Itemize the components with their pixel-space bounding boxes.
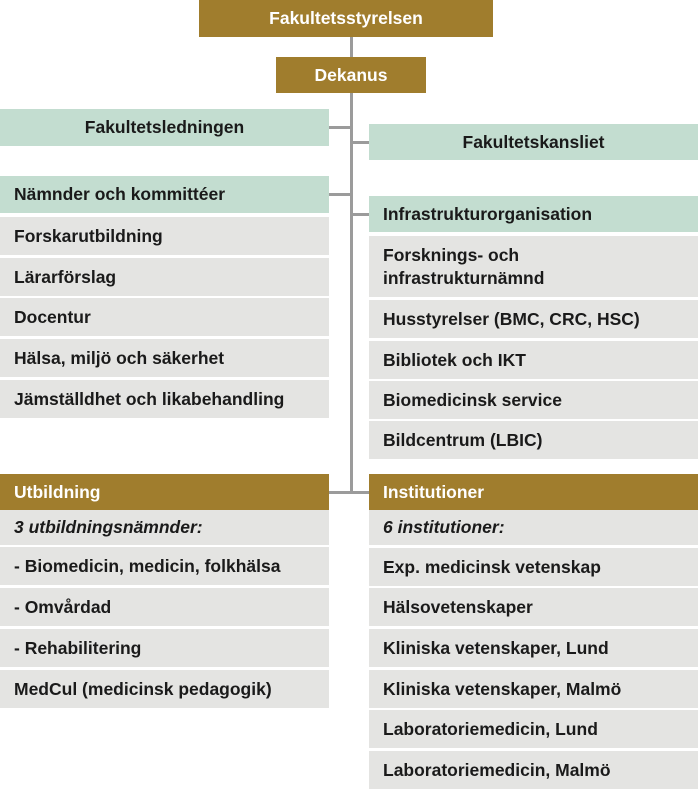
inst-intro: [369, 510, 698, 545]
institution-item: [369, 588, 698, 626]
education-item: [0, 629, 329, 667]
institution-label: Hälsovetenskaper: [383, 596, 533, 617]
institution-label: Kliniska vetenskaper, Lund: [383, 637, 609, 658]
connector-left-committees: [329, 193, 351, 196]
institution-item: [369, 670, 698, 708]
institution-item: [369, 629, 698, 667]
committee-label: Jämställdhet och likabehandling: [14, 388, 285, 409]
committee-item: [0, 217, 329, 255]
connector-left-education: [329, 491, 351, 494]
leadership-label: Fakultetsledningen: [84, 117, 245, 137]
infra-label: Forsknings- och infrastrukturnämnd: [383, 244, 545, 288]
institution-label: Laboratoriemedicin, Malmö: [383, 759, 611, 780]
connector-right-inst: [352, 491, 370, 494]
education-intro-label: 3 utbildningsnämnder:: [14, 517, 203, 537]
connector-right-infra: [352, 213, 370, 216]
committee-item: [0, 339, 329, 377]
education-intro: [0, 510, 329, 545]
education-item: [0, 588, 329, 626]
education-label: - Omvårdad: [14, 596, 112, 617]
institution-label: Laboratoriemedicin, Lund: [383, 718, 598, 739]
infra-item: [369, 421, 698, 459]
connector-left-leadership: [329, 126, 351, 129]
infra-item: [369, 381, 698, 419]
committees-header: [0, 176, 329, 213]
committee-item: [0, 298, 329, 336]
education-header-label: Utbildning: [14, 481, 101, 502]
committees-header-label: Nämnder och kommittéer: [14, 184, 226, 204]
infra-header-label: Infrastrukturorganisation: [383, 203, 593, 224]
infra-label: Bibliotek och IKT: [383, 349, 526, 370]
institution-label: Exp. medicinsk vetenskap: [383, 556, 601, 577]
leadership-box: [0, 109, 329, 146]
infra-header: [369, 196, 698, 232]
infra-label: Biomedicinsk service: [383, 389, 562, 410]
committee-label: Docentur: [14, 306, 91, 327]
education-item: [0, 547, 329, 585]
infra-item: [369, 236, 698, 297]
education-header: [0, 474, 329, 510]
education-label: - Biomedicin, medicin, folkhälsa: [14, 555, 281, 576]
institution-label: Kliniska vetenskaper, Malmö: [383, 678, 622, 699]
connector-top: [350, 37, 353, 57]
inst-intro-label: 6 institutioner:: [383, 517, 505, 537]
education-label: MedCul (medicinsk pedagogik): [14, 678, 272, 699]
committee-label: Forskarutbildning: [14, 225, 163, 246]
education-item: [0, 670, 329, 708]
institution-item: [369, 548, 698, 586]
connector-trunk: [350, 93, 353, 494]
committee-label: Hälsa, miljö och säkerhet: [14, 347, 225, 368]
infra-item: [369, 341, 698, 379]
institution-item: [369, 710, 698, 748]
infra-item: [369, 300, 698, 338]
office-box: [369, 124, 698, 160]
infra-label: Husstyrelser (BMC, CRC, HSC): [383, 308, 640, 329]
committee-item: [0, 258, 329, 296]
inst-header: [369, 474, 698, 510]
infra-label: Bildcentrum (LBIC): [383, 429, 543, 450]
dean-label: Dekanus: [314, 64, 388, 85]
dean-box: [276, 57, 426, 93]
committee-item: [0, 380, 329, 418]
board-label: Fakultetsstyrelsen: [269, 8, 423, 28]
institution-item: [369, 751, 698, 789]
education-label: - Rehabilitering: [14, 637, 142, 658]
board-box: [199, 0, 493, 37]
inst-header-label: Institutioner: [383, 481, 485, 502]
connector-right-office: [352, 141, 370, 144]
committee-label: Lärarförslag: [14, 266, 117, 287]
office-label: Fakultetskansliet: [462, 131, 605, 152]
